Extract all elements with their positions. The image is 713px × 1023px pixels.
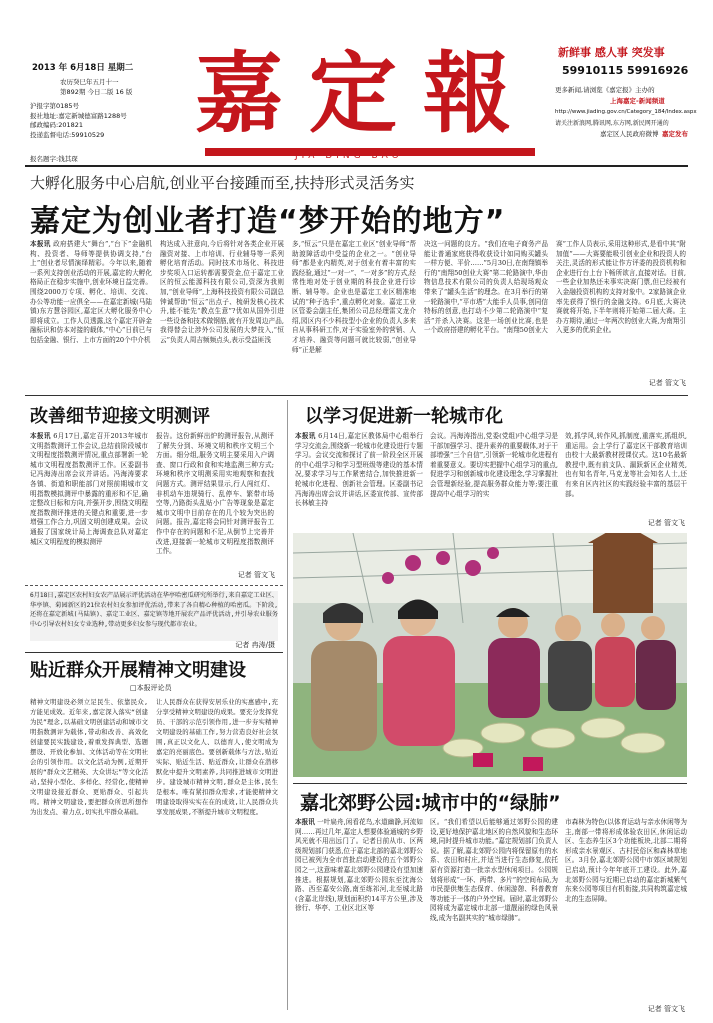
lead-story-body	[30, 240, 690, 390]
weibo-note: 请关注新浪网,腾讯网,东方网,新民网开通的	[555, 120, 669, 127]
civil-headline: 贴近群众开展精神文明建设	[30, 660, 246, 681]
civil-byline: □本报评论员	[130, 684, 172, 692]
city-col-1: 本报讯 6月14日,嘉定区教体局中心组举行学习交流会,围绕新一轮城市化建设进行专题学习。会议交流和探讨了前一阶段全区开展的中心组学习和学习型班级等建设的基本情况,要求学习与工作紧密结合,加快推进新一轮城市化进程、创新社会管理。区委副书记冯海涛出席会议并讲话,区委宣传部、宣传部长林敏主持	[295, 432, 423, 508]
left-signature: 记者 管文飞	[237, 571, 275, 579]
lunar-date: 农历癸巳年五月十一	[60, 78, 119, 86]
issue-date: 2013 年 6月18日 星期二	[32, 63, 134, 73]
left-col-1: 本报讯 6月17日,嘉定召开2013年城市文明指数测评工作会议,总结前阶段城市文明程度指数测评情况,重点部署新一轮城市文明程度指数测评工作。区委副书记冯海涛出席会议并讲话。冯海涛要求各镇、街道和职能部门对照前期城市文明指数模拟测评中暴露的重形和不足,确定整改目标和方向,并强开步,围绕文明程度指数测评推进的关键点和重要,进一步增强工作合力,巩固文明创建成果。会议通报了国家统计局上海调查总队对嘉定城区文明程度的模拟测评	[30, 432, 148, 546]
calligraphy-credit: 报名题字:钱其琛	[30, 155, 78, 163]
women-farm-brief: 6月18日,嘉定区农村妇女农产品展示评优活动在华亭哈密瓜研究所举行,来自嘉定工业区、华亭镇、菊园新区的21位农村妇女参加评优活动,带来了各自精心种植的哈密瓜。下阶段,还将在嘉定新城(马陆镇)、嘉定工业区、嘉定镇等地开展农产品评优活动,并引导农业服务中心引导农村妇女专业选种,带动更多妇女参与现代都市农业。	[30, 591, 278, 641]
weibo-org: 嘉定区人民政府微博	[600, 130, 659, 138]
lead-col-1: 本报讯 政府搭建大“舞台”,“台下”金融机构、投资者、导师等提供协调支持,“台上”创业者尽情演绎精彩。今年以来,随着一系列支持创业活动的开展,嘉定的大孵化格局正在稳步实施中,创业环境日益完善。围绕2000万专项、孵化、培训、交流、办公等功能一应俱全——在嘉定新城(马陆镇)东方慧谷园区,嘉定区大孵化服务中心即将成立。工作人员透露,这个嘉定开辟金融标识和仿本对接的载体,“中心”日前已与包括金融、银行、上市方面的20个中介机	[30, 240, 152, 344]
city-headline: 以学习促进新一轮城市化	[305, 406, 503, 427]
park-signature: 记者 管文飞	[647, 1005, 685, 1013]
left-col-2: 报告。这份新鲜出炉的测评报告,从测评了解失分到、环境文明和秩序文明三个方面。细分组,服务文明主要采用入户调查、窗口行政和食和实地监测三种方式;环境和秩序文明测采用实地观察和查找问题方式。测评结果显示,行人闯红灯、非机动车违规骑行、乱停车、繁带市场空等,乃路街头乱贴小广告等现象是嘉定城市文明中目前存在的几个较为突出的问题。报告,嘉定将会同针对测评报告工作中存在的问题和不足,从倒节上完善并改进,迎接新一轮城市文明程度指数测评工作。	[156, 432, 274, 556]
melon-tasting-photo	[293, 533, 687, 777]
slogan: 新鲜事 感人事 突发事	[558, 46, 665, 59]
lead-kicker: 大孵化服务中心启航,创业平台接踵而至,扶持形式灵活务实	[30, 174, 415, 192]
masthead-pinyin: JIA DING BAO	[295, 151, 403, 161]
hotline: 59910115 59916926	[562, 64, 689, 77]
lead-col-4: 决这一问题的良方。“我们在电子商务产品能让普通家庭获得收获设计如同购买罐头一样方便、平价……”5月30日,在南翔镇举行的“南翔50创业大赛”第二轮路演中,华由物信息技术有限公司的负责人给现场观众带来了“罐头生活”的理念。在3月举行的第一轮路演中,“平市塔”大能手人员事,创同信特标的创意,也打动不少第二轮路演中“复活”并杀入决赛。这是一场创业比赛,也是一个政府搭建的孵化平台。“南翔50创业大	[424, 240, 548, 335]
city-signature: 记者 管文飞	[647, 519, 685, 527]
news-more: 更多新闻,请浏览《嘉定报》主办的	[555, 86, 655, 94]
lead-col-2: 构达成入驻意向,今后将针对各类企业开展融资对接、上市培训、行业辅导等一系列孵化培育活动。同时技术市场化、科技进步奖项入口运转都需要资金,位于嘉定工业区的恒云能源科技有限公司,资深为我则加,“创业导师”,上海科技投资有限公司副总钟诚帮助“恒云”出点子、梳研发核心技术升,能不能先“教点生意”?优如从国外引进一些设备和技术做钢筋,就有开发周边产品,我得替会让涉外公司发展的大梦技入,“恒云”负责人周吉频频点头,表示受益匪浅	[160, 240, 284, 344]
park-col-3: 市森林为特色(以体育运动与亲水休闲等为主,南部一带将形成体验农田区,休闲运动区、生态养生区3个功能板块,北部二期将形成亲水景观区、古村民俗区和森林草地区。3月份,嘉北郊野公园中市郊区域规划已启动,预计今年年底开工建设。此外,嘉北郊野公园与近期已启动的嘉定新城紫气东来公园等项目有机衔接,共同构筑嘉定城北的生态屏障。	[565, 818, 687, 903]
lead-headline: 嘉定为创业者打造“梦开始的地方”	[30, 204, 506, 239]
city-col-3: 效,抓学风,转作风,抓制度,重落实,抓组织,重运用。会上学行了嘉定区干部教育培训由校十大最新教材授课仪式。这10名最新教授中,既有前支队、漏跃新区企业精英,也有知名青年,马克龙等社会知名人士,还有来自区内社区的实践经验丰富的基层干部。	[565, 432, 687, 498]
brief-signature: 记者 冉涛/摄	[235, 641, 275, 649]
lead-signature: 记者 管文飞	[648, 379, 686, 387]
issue-number: 第892期 今日二版 16 版	[60, 88, 133, 96]
lead-col-5: 赛”工作人员表示,采用这种形式,是看中其“附加值”——大赛要能吸引创业企业和投资人的关注,灵活的形式能让作方评委的投资机构和企业进行台上台下畅所欲言,直接对话。目前,一些企业加热还未事实决赛门票,但已经被有入金融投资机构的支持对象中。2家路演企业率先获得了银行的金融支持。6月底,大赛决赛就将开始,下半年则将开始第二届大赛。主办方期待,通过一年两次的创业大赛,为南翔引入更多的优质企业。	[556, 240, 686, 335]
weibo-name: 嘉定发布	[662, 130, 688, 138]
park-col-1: 本报讯 一叶扁舟,闲看花鸟,水道幽静,河流如网……再过几年,嘉定人想要体验通城的乡野风光就不用出远门了。记者日前从市、区两级规划部门获悉,位于嘉定北部的嘉北郊野公园已被列为全市首批启动建设的五个郊野公园之一,这意味着嘉北郊野公园建设有望加速推进。根据规划,嘉北郊野公园东至沈海公路、西至嘉安公路,南至练祁河,北至城北路(含嘉北岸线),规划面积约14平方公里,涉及徐行、华亭、工业区北区等	[295, 818, 423, 913]
left-headline: 改善细节迎接文明测评	[30, 406, 210, 427]
city-col-2: 会议。冯海涛指出,党委(党组)中心组学习是干部加强学习、提升素养的重要载体,对于干部增强“三个自信”,引领新一轮城市化进程有着重要意义。要切实把握中心组学习的重点,促进学习和创新城市化建设理念,学习掌握社会管理新经验,提高服务群众能力等;要注重提高中心组学习的实	[430, 432, 558, 498]
channel-name: 上海嘉定-新闻频道	[610, 97, 665, 105]
park-col-2: 区。“我们希望以后能够通过郊野公园的建设,更好地保护嘉北地区的自然风貌和生态环境,同时提升城市功能。”嘉定规划部门负责人说。据了解,嘉北郊野公园内将保留原有的水系、农田和村庄,并适当进行生态修复,依托原有资源打造一批亲水型休闲项目。公园规划将形成“一环、两带、多片”的空间布局,为市民提供集生态保育、休闲游憩、科普教育等功能于一体的户外空间。届时,嘉北郊野公园将成为嘉定城市北部一道靓丽的绿色风景线,成为名副其实的“城市绿肺”。	[430, 818, 558, 922]
civil-col-1: 精神文明建设必须立足民生、依靠民众,方能见成效。近年来,嘉定深入落实“创建为民”理念,以基础文明创建活动和城市文明指数测评为载体,带动和改善、高效化创建要民实践建设,着重发挥典型、选题摆设、开放化参加、文体活动等在文明社会的引领作用。以文化活动为例,近期开展的“群众文艺精英、大众讲坛”等文化活动,坚持小型化、多样化、经常化,使精神文明建设接近群众、更贴群众、引起共鸣。精神文明建设,要把群众所思所想作为出发点、着力点,切实扎牢群众基础。	[30, 698, 148, 816]
channel-url[interactable]: http://www.jiading.gov.cn/Category_184/Index.aspx	[555, 109, 697, 115]
civil-col-2: 让人民群众在获得安居乐业的实惠感中,充分享受精神文明建设的成果。要充分发挥党员、干部的示范引领作用,进一步夯实精神文明建设的基础工作,努力营造良好社会氛围,真正以文化人、以德育人,使文明成为嘉定的亮丽底色。要创新载体与方法,贴近实际、贴近生活、贴近群众,让群众在潜移默化中提升文明素养,共同推进城市文明进步。建设城市精神文明,群众是主体,民生是根本。唯有紧扣群众需求,才能使精神文明建设取得实实在在的成效,让人民群众共享发展成果,不断提升城市文明程度。	[156, 698, 278, 816]
masthead-title: 嘉定報	[195, 41, 538, 145]
lead-col-3: 多,“恒云”只是在嘉定工业区“创业导师”帮助渡障活动中受益的企业之一。“创业导师”都是业内精英,对于创业有着丰富的实践经验,通过“一对一”、“一对多”的方式,经常性地对处于创业期的科技企业进行诊断、辅导等。企业也是嘉定工业区精准地试的“种子选手”,重点孵化对象。嘉定工业区管委会副主任,集团公司总经理雷文龙介绍,园区内不少科技型小企业的负责人多来自从事科研工作,对于实验室外的营销、人才培养、融资等问题可就比较弱,“创业导师”正是解	[292, 240, 416, 354]
photo-illustration	[293, 533, 687, 777]
park-headline: 嘉北郊野公园:城市中的“绿肺”	[300, 792, 561, 814]
publisher-info: 沪报字第0185号 报社地址:嘉定新城德富路1288号 邮政编码:201821 投递监督电话:59910529	[30, 102, 127, 139]
